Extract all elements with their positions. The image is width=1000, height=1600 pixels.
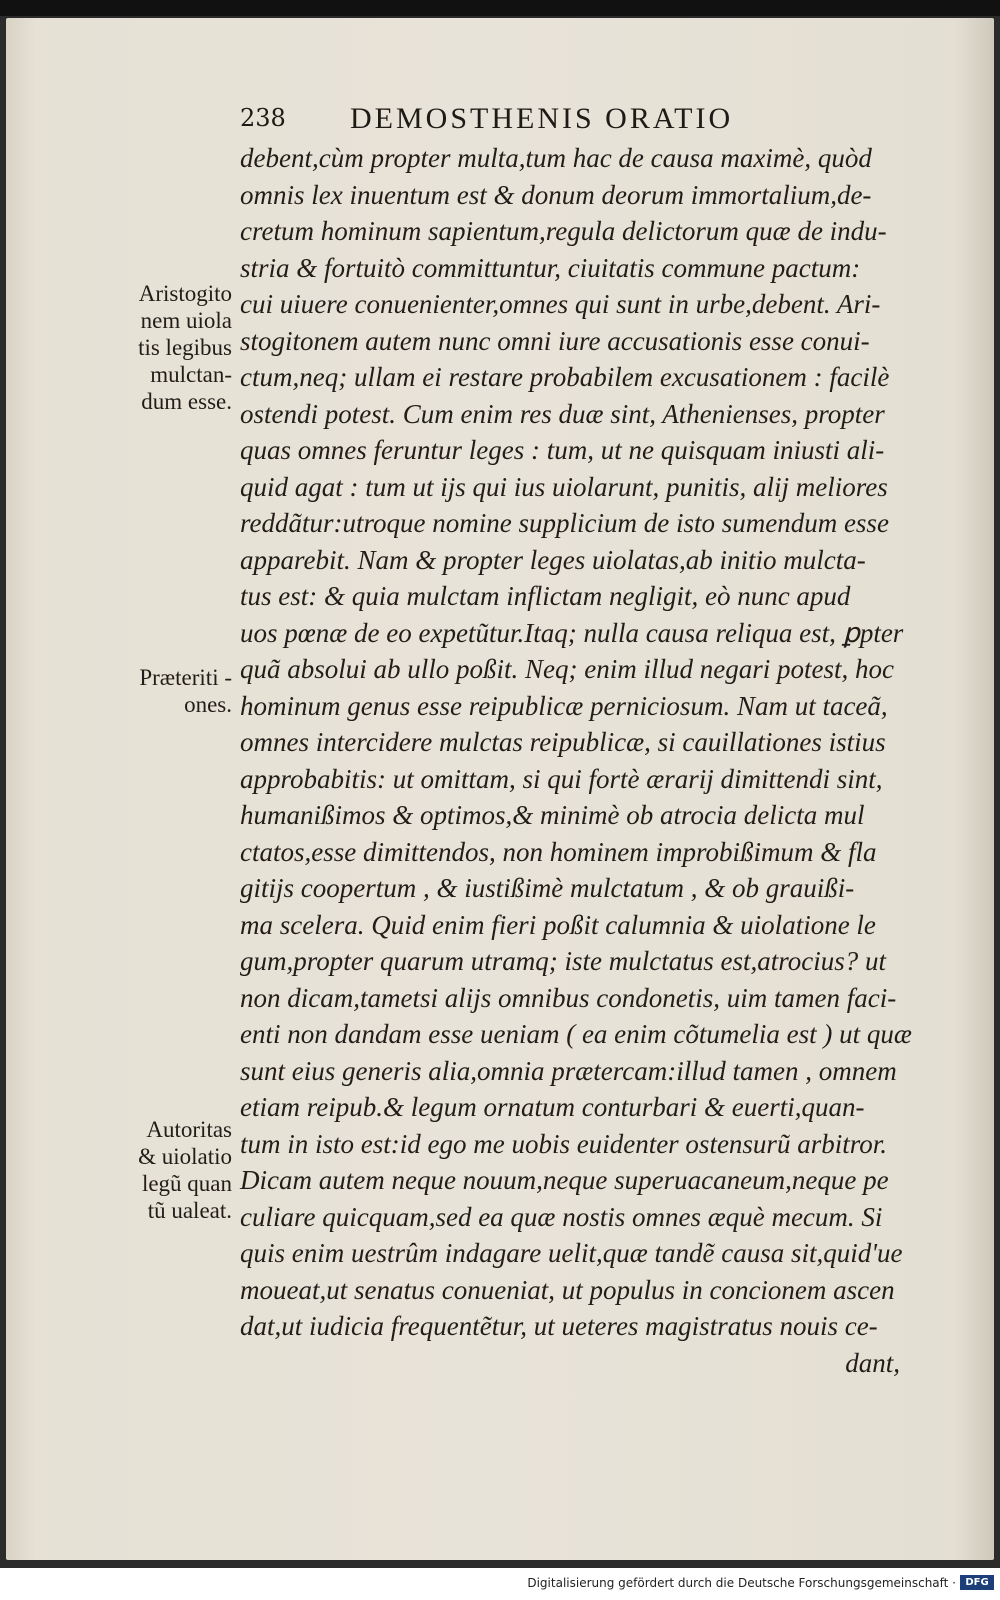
text-line: etiam reipub.& legum ornatum conturbari & euerti,quan- [240,1092,865,1122]
margin-note-praeteritiones [98,664,232,718]
text-line: stogitonem autem nunc omni iure accusationis esse conui- [240,325,870,356]
dfg-logo: DFG [960,1575,994,1590]
margin-note-line: & uiolatio [138,1144,232,1169]
text-line: humanißimos & optimos,& minimè ob atrocia delicta mul [240,800,865,830]
text-line: gitijs coopertum , & iustißimè mulctatum , & ob grauißi- [240,873,855,903]
text-line: Dicam autem neque nouum,neque superuacaneum,neque pe [240,1165,889,1195]
margin-note-line: legũ quan [141,1171,232,1196]
catchword-line: dant, [845,1347,900,1378]
text-line: omnes intercidere mulctas reipublicæ, si cauillationes istius [240,727,886,757]
text-line: ctatos,esse dimittendos, non hominem improbißimum & fla [240,836,877,867]
text-line: enti non dandam esse ueniam ( ea enim cõtumelia est ) ut quæ [240,1019,912,1049]
book-page [6,18,994,1560]
text-line: quã absolui ab ullo poßit. Neq; enim illud negari potest, hoc [240,654,894,684]
text-line: gum,propter quarum utramq; iste mulctatus est,atrocius? ut [240,946,886,976]
margin-note-line: ones. [184,692,232,717]
margin-note-line: tis legibus [138,335,232,360]
text-line: dat,ut iudicia frequentẽtur, ut ueteres magistratus nouis ce- [240,1311,878,1341]
margin-note-aristogiton [98,280,232,415]
text-line: ctum,neq; ullam ei restare probabilem excusationem : facilè [240,362,890,392]
page-title: DEMOSTHENIS ORATIO [350,102,734,135]
funding-credit: Digitalisierung gefördert durch die Deutsche Forschungsgemeinschaft · [527,1576,956,1590]
margin-note-line: mulctan- [150,362,232,387]
text-line: ostendi potest. Cum enim res duæ sint, Athenienses, propter [240,398,885,429]
text-line: reddãtur:utroque nomine supplicium de isto sumendum esse [240,508,889,538]
top-black-bar [0,0,1000,16]
text-line: approbabitis: ut omittam, si qui fortè ærarij dimittendi sint, [240,763,883,794]
running-head [240,104,890,138]
text-line: tus est: & quia mulctam inflictam negligit, eò nunc apud [240,581,851,611]
digitization-footer [0,1568,1000,1600]
text-line: culiare quicquam,sed ea quæ nostis omnes æquè mecum. Si [240,1201,883,1232]
text-line: quas omnes feruntur leges : tum, ut ne quisquam iniusti ali- [240,435,885,465]
text-line: sunt eius generis alia,omnia prætercam:illud tamen , omnem [240,1055,897,1086]
text-line: moueat,ut senatus conueniat, ut populus in concionem ascen [240,1274,895,1305]
text-line: non dicam,tametsi alijs omnibus condonetis, uim tamen faci- [240,982,897,1013]
text-line: quis enim uestrûm indagare uelit,quæ tandẽ causa sit,quid'ue [240,1238,903,1268]
text-line: cretum hominum sapientum,regula delictorum quæ de indu- [240,216,887,246]
margin-note-line: Aristogito [138,281,232,306]
page-number: 238 [240,104,286,132]
margin-note-autoritas [98,1116,232,1224]
text-line: debent,cùm propter multa,tum hac de causa maximè, quòd [240,143,872,173]
margin-note-line: Autoritas [146,1117,232,1142]
text-line: stria & fortuitò committuntur, ciuitatis commune pactum: [240,252,861,283]
text-line: apparebit. Nam & propter leges uiolatas,ab initio mulcta- [240,544,866,575]
margin-note-line: nem uiola [140,308,232,333]
margin-note-line: Præteriti - [139,665,232,690]
text-line: quid agat : tum ut ijs qui ius uiolarunt, punitis, alij meliores [240,471,888,502]
text-line: tum in isto est:id ego me uobis euidenter ostensurũ arbitror. [240,1128,887,1159]
text-line: uos pœnæ de eo expetũtur.Itaq; nulla causa reliqua est, ꝑpter [240,617,904,648]
body-text [240,140,912,1381]
text-line: cui uiuere conuenienter,omnes qui sunt in urbe,debent. Ari- [240,289,881,319]
text-line: hominum genus esse reipublicæ perniciosum. Nam ut taceã, [240,690,888,721]
margin-note-line: dum esse. [141,389,232,414]
text-line: omnis lex inuentum est & donum deorum immortalium,de- [240,179,872,210]
text-line: ma scelera. Quid enim fieri poßit calumnia & uiolatione le [240,909,876,940]
margin-note-line: tũ ualeat. [147,1198,232,1223]
